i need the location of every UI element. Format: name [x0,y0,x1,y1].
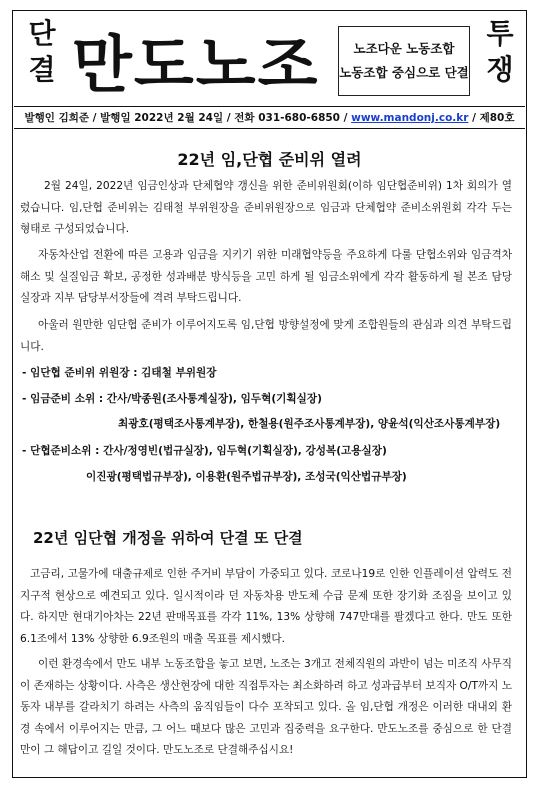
side-left-char: 단 [28,17,56,50]
bullet-item-continued: 최광호(평택조사통계부장), 한철용(원주조사통계부장), 양윤석(익산조사통계부장) [118,418,501,430]
bullet-item: - 임금준비 소위 : 간사/박종원(조사통계실장), 임두혁(기획실장) [22,393,322,405]
pubinfo-suffix: / 제80호 [468,112,515,124]
slogan-box [338,26,470,96]
publication-info [14,110,525,125]
article2-title: 22년 임단협 개정을 위하여 단결 또 단결 [33,529,303,547]
article2-paragraph: 이런 환경속에서 만도 내부 노동조합을 놓고 보면, 노조는 3개고 전체직원의 과반이 넘는 미조직 사무직이 존재하는 상황이다. 사측은 생산현장에 대한 직접투자는 최소화하려 하고 성과급부터 보직자 O/T까지 노동자 내부를 갈라치기 하려는 사측의 움직임들이 다수 포착되고 있다. 올 임,단협 개정은 이러한 대내외 환경 속에서 이루어지는 만큼, 그 어느 때보다 많은 고민과 집중력을 요구한다. 만도노조를 중심으로 한 단결만이 그 해답이고 길일 것이다. 만도노조로 단결해주십시요! [20,658,512,756]
side-left-char: 결 [28,53,56,86]
header-divider-top [14,106,525,107]
article1-paragraph: 자동차산업 전환에 따른 고용과 임금을 지키기 위한 미래협약등을 주요하게 다룰 단협소위와 임금격차 해소 및 실질임금 확보, 공정한 성과배분 방식등을 고민 하게 될 임금소위에게 각각 활동하게 될 본조 담당실장과 지부 담당부서장들에 격려 부탁드립니다. [20,249,512,304]
bullet-item-continued: 이진광(평택법규부장), 이용환(원주법규부장), 조성국(익산법규부장) [86,471,407,483]
side-slogan-right [478,16,522,88]
website-link[interactable]: www.mandonj.co.kr [351,112,469,124]
slogan-line: 노조다운 노동조합 [353,41,455,56]
side-right-char: 쟁 [486,53,514,86]
article1-title: 22년 임,단협 준비위 열려 [177,150,362,169]
bullet-item: - 임단협 준비위 위원장 : 김태철 부위원장 [22,367,217,379]
side-slogan-left [20,16,64,88]
header-divider-bottom [14,128,525,129]
masthead-title: 만도노조 [72,28,320,101]
side-right-char: 투 [486,17,514,50]
article1-paragraph: 아울러 원만한 임단협 준비가 이루어지도록 임,단협 방향설정에 맞게 조합원들의 관심과 의견 부탁드립니다. [20,319,512,353]
slogan-line: 노동조합 중심으로 단결 [339,65,469,80]
article1-paragraph: 2월 24일, 2022년 임금인상과 단체협약 갱신을 위한 준비위원회(이하 임단협준비위) 1차 회의가 열렸습니다. 임,단협 준비위는 김태철 부위원장을 준비위원장으로 임금과 단체협약 준비소위원회 각각 두는 형태로 구성되었습니다. [20,180,512,235]
pubinfo-prefix: 발행인 김희준 / 발행일 2022년 2월 24일 / 전화 031-680-6850 / [24,112,352,124]
article2-paragraph: 고금리, 고물가에 대출규제로 인한 주거비 부담이 가중되고 있다. 코로나19로 인한 인플레이션 압력도 전 지구적 현상으로 예견되고 있다. 일시적이라 던 자동차용 반도체 수급 문제 또한 장기화 조짐을 보이고 있다. 하지만 현대기아차는 22년 판매목표를 각각 11%, 13% 상향해 747만대를 팔겠다고 한다. 만도 또한 6.1조에서 13% 상향한 6.9조원의 매출 목표를 제시했다. [20,568,512,645]
bullet-item: - 단협준비소위 : 간사/정영빈(법규실장), 임두혁(기획실장), 강성복(고용실장) [22,445,387,457]
